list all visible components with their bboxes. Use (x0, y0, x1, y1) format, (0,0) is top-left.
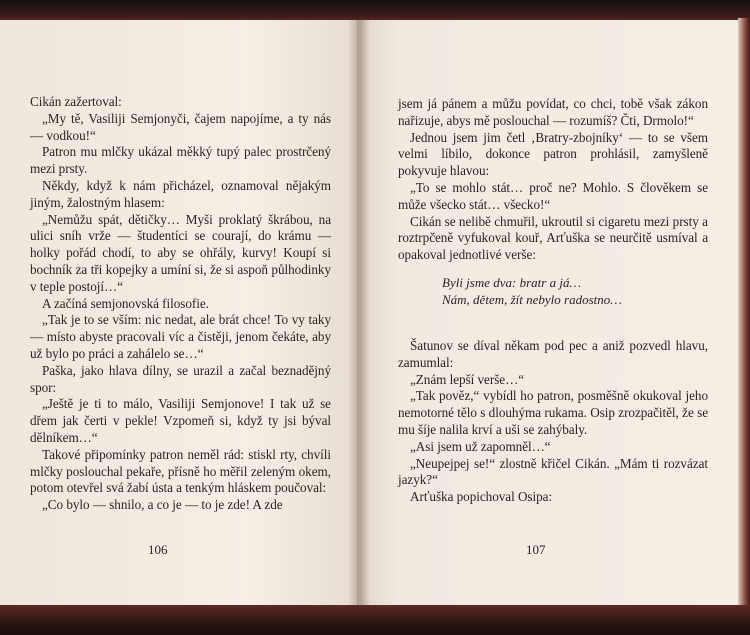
verse-block (442, 274, 708, 308)
left-page-text (30, 94, 331, 514)
paragraph: „Neupejpej se!“ zlostně křičel Cikán. „Mám ti rozvázat jazyk?“ (398, 455, 708, 488)
verse-line: Nám, dětem, žít nebylo radostno… (442, 291, 622, 307)
paragraph: „Asi jsem už zapomněl…“ (410, 438, 551, 454)
page-number-left: 106 (148, 542, 168, 557)
paragraph: Někdy, když k nám přicházel, oznamoval nějakým jiným, žalostným hlasem: (30, 177, 331, 210)
right-page (358, 20, 738, 610)
section-spacer (398, 320, 708, 338)
paragraph: Patron mu mlčky ukázal měkký tupý palec prostrčený mezi prsty. (30, 144, 331, 177)
page-number-right: 107 (526, 542, 546, 557)
paragraph: jsem já pánem a můžu povídat, co chci, tobě však zákon nařizuje, abys mě poslouchal — rozumíš? Čti, Drmolo!“ (398, 96, 708, 128)
paragraph: „To se mohlo stát… proč ne? Mohlo. S člověkem se může všecko stát… všecko!“ (398, 179, 708, 212)
paragraph: „Nemůžu spát, dětičky… Myši proklatý škrábou, na ulici sníh vrže — študentíci se courají, do krámu — holky pořád chodí, to aby se ohřály, kurvy! Koupí si bochník za tři kopejky a umíní si, že si aspoň půlhodinky v teple postojí…“ (30, 211, 331, 294)
book-bottom-edge (0, 605, 750, 635)
paragraph: Paška, jako hlava dílny, se urazil a začal beznadějný spor: (30, 362, 331, 395)
paragraph: „Tak je to se vším: nic nedat, ale brát chce! To vy taky — místo abyste pracovali víc a čistěji, jenom čekáte, aby už bylo po práci a zahálelo se…“ (30, 312, 331, 361)
paragraph: „Co bylo — shnilo, a co je — to je zde! A zde (42, 497, 283, 513)
paragraph: „Tak pověz,“ vybídl ho patron, posměšně okukoval jeho nemotorné tělo s dlouhýma rukama. Osip zrozpačitěl, že se mu šíje nalila krví a uši se zahýbaly. (398, 388, 708, 437)
left-page (0, 20, 358, 610)
book-top-edge (0, 0, 750, 22)
paragraph: Jednou jsem jim četl ‚Bratry-zbojníky‘ — to se všem velmi líbilo, dokonce patron prohlásil, zamyšleně pokyvuje hlavou: (398, 129, 708, 179)
book-cover-edge (738, 18, 750, 618)
paragraph: „My tě, Vasiliji Semjonyči, čajem napojíme, a ty nás — vodkou!“ (30, 110, 331, 143)
paragraph: Šatunov se díval někam pod pec a aniž pozvedl hlavu, zamumlal: (398, 337, 708, 370)
paragraph: Takové připomínky patron neměl rád: stiskl rty, chvíli mlčky poslouchal pekaře, přísně ho měřil zeleným okem, potom otevřel svá žabí ústa a tenkým hláskem poučoval: (30, 446, 331, 496)
paragraph: „Znám lepší verše…“ (410, 371, 525, 387)
paragraph: Arťuška popichoval Osipa: (410, 489, 553, 505)
book-gutter (348, 20, 370, 610)
right-page-text (398, 96, 708, 506)
verse-line: Byli jsme dva: bratr a já… (442, 274, 582, 290)
paragraph: Cikán se nelibě chmuřil, ukroutil si cigaretu mezi prsty a roztrpčeně vyfukoval kouř, Arťuška se neurčitě usmíval a opakoval jednotlivé verše: (398, 213, 708, 263)
paragraph: Cikán zažertoval: (30, 94, 122, 109)
paragraph: A začíná semjonovská filosofie. (42, 295, 209, 311)
paragraph: „Ještě je ti to málo, Vasiliji Semjonove! I tak už se dřem jak čerti v pekle! Vzpomeň si, když ty jsi býval dělníkem…“ (30, 396, 331, 445)
